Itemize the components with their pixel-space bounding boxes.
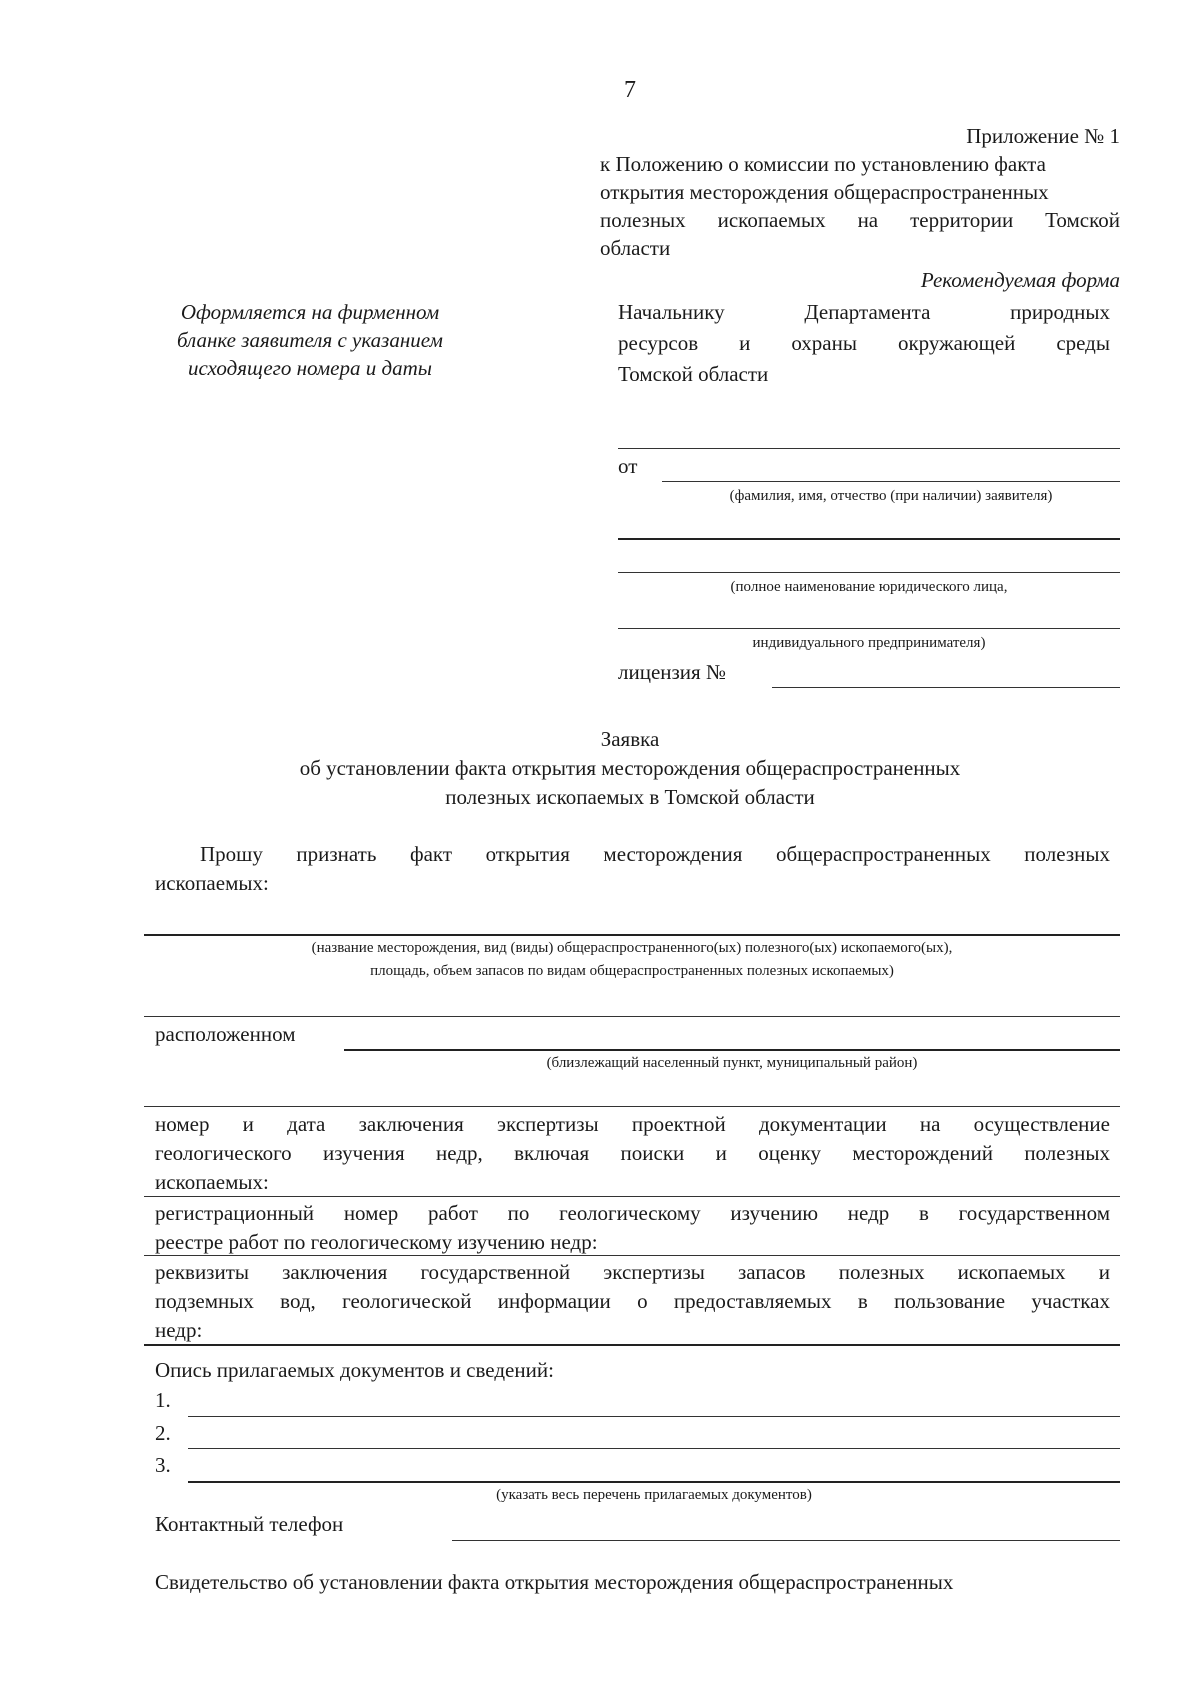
- state-expertise-line: реквизиты заключения государственной экспертизы запасов полезных ископаемых и: [155, 1260, 1110, 1284]
- inventory-item-number: 2.: [155, 1421, 171, 1445]
- addressee-line: ресурсов и охраны окружающей среды: [618, 331, 1110, 355]
- request-line: ископаемых:: [155, 871, 269, 895]
- location-hint: (близлежащий населенный пункт, муниципальный район): [546, 1055, 918, 1071]
- contact-phone-label: Контактный телефон: [155, 1512, 344, 1536]
- entrepreneur-hint: индивидуального предпринимателя): [752, 635, 986, 651]
- legal-entity-hint: (полное наименование юридического лица,: [730, 579, 1008, 595]
- page-number: 7: [624, 77, 636, 103]
- inventory-title: Опись прилагаемых документов и сведений:: [155, 1358, 554, 1382]
- recommended-form-label: Рекомендуемая форма: [920, 268, 1120, 292]
- inventory-item-field[interactable]: [188, 1481, 1120, 1483]
- appendix-line: открытия месторождения общераспространенных: [600, 180, 1049, 204]
- addressee-block: [618, 298, 1110, 388]
- appendix-line: к Положению о комиссии по установлению факта: [600, 152, 1046, 176]
- registration-field[interactable]: [144, 1255, 1120, 1256]
- appendix-line: области: [600, 236, 671, 260]
- inventory-item-number: 1.: [155, 1388, 171, 1412]
- deposit-hint: (название месторождения, вид (виды) общераспространенного(ых) полезного(ых) ископаемого(ых),: [311, 940, 953, 956]
- letterhead-note-line: бланке заявителя с указанием: [177, 328, 443, 352]
- location-label: расположенном: [155, 1022, 296, 1046]
- expertise-line: ископаемых:: [155, 1170, 269, 1194]
- appendix-line: полезных ископаемых на территории Томской: [600, 208, 1120, 232]
- expertise-line: номер и дата заключения экспертизы проектной документации на осуществление: [155, 1112, 1110, 1136]
- state-expertise-line: недр:: [155, 1318, 203, 1342]
- location-field[interactable]: [344, 1049, 1120, 1051]
- applicant-line[interactable]: [618, 448, 1120, 449]
- contact-phone-field[interactable]: [452, 1540, 1120, 1541]
- from-label: от: [618, 454, 638, 478]
- request-line: Прошу признать факт открытия месторождения общераспространенных полезных: [200, 842, 1110, 866]
- legal-entity-field[interactable]: [618, 572, 1120, 573]
- appendix-reference: [600, 150, 1120, 262]
- expertise-line: геологического изучения недр, включая поиски и оценку месторождений полезных: [155, 1141, 1110, 1165]
- location-field[interactable]: [144, 1106, 1120, 1107]
- appendix-title: Приложение № 1: [966, 124, 1120, 148]
- license-label: лицензия №: [618, 660, 726, 684]
- expertise-field[interactable]: [144, 1196, 1120, 1197]
- state-expertise-field[interactable]: [144, 1344, 1120, 1346]
- letterhead-note: [140, 298, 480, 382]
- certificate-line: Свидетельство об установлении факта открытия месторождения общераспространенных: [155, 1570, 954, 1594]
- state-expertise-line: подземных вод, геологической информации о предоставляемых в пользование участках: [155, 1289, 1110, 1313]
- applicant-name-hint: (фамилия, имя, отчество (при наличии) заявителя): [729, 488, 1053, 504]
- addressee-line: Томской области: [618, 362, 769, 386]
- registration-line: реестре работ по геологическому изучению недр:: [155, 1230, 598, 1254]
- entrepreneur-field[interactable]: [618, 628, 1120, 629]
- legal-entity-field[interactable]: [618, 538, 1120, 540]
- application-subheading: полезных ископаемых в Томской области: [445, 785, 815, 809]
- inventory-hint: (указать весь перечень прилагаемых документов): [496, 1487, 812, 1503]
- inventory-item-number: 3.: [155, 1453, 171, 1477]
- letterhead-note-line: Оформляется на фирменном: [180, 300, 440, 324]
- applicant-name-field[interactable]: [662, 481, 1120, 482]
- deposit-hint: площадь, объем запасов по видам общераспространенных полезных ископаемых): [370, 963, 894, 979]
- application-heading: Заявка: [600, 727, 660, 751]
- addressee-line: Начальнику Департамента природных: [618, 300, 1110, 324]
- inventory-item-field[interactable]: [188, 1448, 1120, 1449]
- registration-line: регистрационный номер работ по геологическому изучению недр в государственном: [155, 1201, 1110, 1225]
- application-subheading: об установлении факта открытия месторождения общераспространенных: [299, 756, 961, 780]
- letterhead-note-line: исходящего номера и даты: [188, 356, 432, 380]
- deposit-field[interactable]: [144, 1016, 1120, 1017]
- deposit-field[interactable]: [144, 934, 1120, 936]
- inventory-item-field[interactable]: [188, 1416, 1120, 1417]
- license-number-field[interactable]: [772, 687, 1120, 688]
